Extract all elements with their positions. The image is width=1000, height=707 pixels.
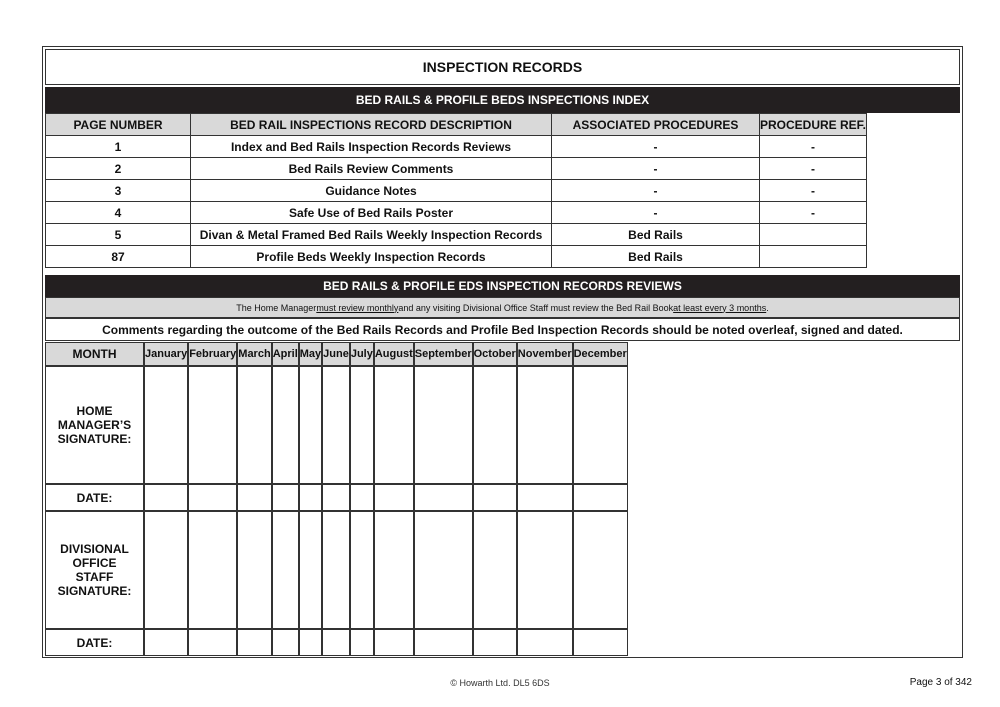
home-manager-signature-cell[interactable] bbox=[299, 366, 322, 484]
home-manager-signature-cell[interactable] bbox=[144, 366, 188, 484]
divisional-date-cell[interactable] bbox=[350, 629, 374, 656]
month-october: October bbox=[473, 342, 517, 366]
document-inner bbox=[45, 49, 960, 655]
divisional-signature-cell[interactable] bbox=[144, 511, 188, 629]
divisional-signature-cell[interactable] bbox=[272, 511, 299, 629]
home-manager-date-cell[interactable] bbox=[473, 484, 517, 511]
divisional-date-row bbox=[45, 629, 628, 656]
divisional-date-cell[interactable] bbox=[272, 629, 299, 656]
page-title: INSPECTION RECORDS bbox=[45, 49, 960, 85]
index-ref-cell: - bbox=[760, 136, 867, 158]
footer-copyright: © Howarth Ltd. DL5 6DS bbox=[450, 678, 550, 688]
month-december: December bbox=[573, 342, 628, 366]
home-manager-date-cell[interactable] bbox=[517, 484, 573, 511]
col-associated-procedures: ASSOCIATED PROCEDURES bbox=[552, 114, 760, 136]
index-row bbox=[46, 158, 867, 180]
note-text-3: . bbox=[766, 302, 769, 313]
home-manager-signature-cell[interactable] bbox=[374, 366, 414, 484]
home-manager-signature-cell[interactable] bbox=[573, 366, 628, 484]
index-ref-cell: - bbox=[760, 180, 867, 202]
home-manager-date-cell[interactable] bbox=[414, 484, 473, 511]
month-february: February bbox=[188, 342, 237, 366]
home-manager-date-row bbox=[45, 484, 628, 511]
month-june: June bbox=[322, 342, 350, 366]
note-underline-2: at least every 3 months bbox=[673, 302, 767, 313]
home-manager-date-cell[interactable] bbox=[144, 484, 188, 511]
index-procedure-cell: Bed Rails bbox=[552, 246, 760, 268]
page-number: Page 3 of 342 bbox=[909, 677, 972, 688]
index-procedure-cell: - bbox=[552, 202, 760, 224]
home-manager-date-cell[interactable] bbox=[374, 484, 414, 511]
note-text-1: The Home Manager bbox=[236, 302, 317, 313]
month-november: November bbox=[517, 342, 573, 366]
divisional-signature-cell[interactable] bbox=[517, 511, 573, 629]
index-procedure-cell: - bbox=[552, 180, 760, 202]
divisional-signature-cell[interactable] bbox=[374, 511, 414, 629]
home-manager-signature-cell[interactable] bbox=[350, 366, 374, 484]
month-may: May bbox=[299, 342, 322, 366]
divisional-signature-cell[interactable] bbox=[322, 511, 350, 629]
home-manager-signature-cell[interactable] bbox=[414, 366, 473, 484]
home-manager-date-label: DATE: bbox=[45, 484, 144, 511]
review-table bbox=[45, 342, 628, 656]
home-manager-signature-cell[interactable] bbox=[473, 366, 517, 484]
index-row bbox=[46, 202, 867, 224]
note-text-2: and any visiting Divisional Office Staff must review the Bed Rail Book bbox=[398, 302, 674, 313]
divisional-signature-cell[interactable] bbox=[188, 511, 237, 629]
index-page-cell: 3 bbox=[46, 180, 191, 202]
index-header-row bbox=[46, 114, 867, 136]
index-header: BED RAILS & PROFILE BEDS INSPECTIONS INDEX bbox=[45, 87, 960, 113]
comments-instruction: Comments regarding the outcome of the Bed Rails Records and Profile Bed Inspection Records should be noted overleaf, signed and dated. bbox=[45, 318, 960, 341]
home-manager-date-cell[interactable] bbox=[188, 484, 237, 511]
divisional-signature-cell[interactable] bbox=[414, 511, 473, 629]
month-august: August bbox=[374, 342, 414, 366]
divisional-date-cell[interactable] bbox=[322, 629, 350, 656]
home-manager-signature-row bbox=[45, 366, 628, 484]
home-manager-signature-cell[interactable] bbox=[237, 366, 271, 484]
index-ref-cell: - bbox=[760, 158, 867, 180]
index-page-cell: 5 bbox=[46, 224, 191, 246]
divisional-signature-cell[interactable] bbox=[573, 511, 628, 629]
divisional-signature-cell[interactable] bbox=[299, 511, 322, 629]
index-row bbox=[46, 246, 867, 268]
index-description-cell: Bed Rails Review Comments bbox=[191, 158, 552, 180]
month-september: September bbox=[414, 342, 473, 366]
divisional-signature-cell[interactable] bbox=[473, 511, 517, 629]
index-ref-cell: - bbox=[760, 202, 867, 224]
month-april: April bbox=[272, 342, 299, 366]
month-header-row bbox=[45, 342, 628, 366]
index-row bbox=[46, 224, 867, 246]
divisional-date-cell[interactable] bbox=[517, 629, 573, 656]
index-page-cell: 87 bbox=[46, 246, 191, 268]
index-ref-cell bbox=[760, 246, 867, 268]
home-manager-date-cell[interactable] bbox=[237, 484, 271, 511]
home-manager-date-cell[interactable] bbox=[272, 484, 299, 511]
divisional-date-cell[interactable] bbox=[414, 629, 473, 656]
home-manager-signature-label: HOME MANAGER’S SIGNATURE: bbox=[45, 366, 144, 484]
index-row bbox=[46, 136, 867, 158]
home-manager-signature-cell[interactable] bbox=[517, 366, 573, 484]
divisional-signature-row bbox=[45, 511, 628, 629]
index-description-cell: Guidance Notes bbox=[191, 180, 552, 202]
document-frame bbox=[42, 46, 963, 658]
divisional-date-cell[interactable] bbox=[473, 629, 517, 656]
index-page-cell: 1 bbox=[46, 136, 191, 158]
divisional-date-cell[interactable] bbox=[573, 629, 628, 656]
index-row bbox=[46, 180, 867, 202]
divisional-date-cell[interactable] bbox=[144, 629, 188, 656]
index-procedure-cell: - bbox=[552, 136, 760, 158]
review-note bbox=[45, 297, 960, 318]
month-january: January bbox=[144, 342, 188, 366]
divisional-date-label: DATE: bbox=[45, 629, 144, 656]
index-description-cell: Index and Bed Rails Inspection Records Reviews bbox=[191, 136, 552, 158]
index-procedure-cell: Bed Rails bbox=[552, 224, 760, 246]
divisional-date-cell[interactable] bbox=[237, 629, 271, 656]
month-july: July bbox=[350, 342, 374, 366]
home-manager-date-cell[interactable] bbox=[299, 484, 322, 511]
index-page-cell: 2 bbox=[46, 158, 191, 180]
home-manager-date-cell[interactable] bbox=[322, 484, 350, 511]
divisional-signature-cell[interactable] bbox=[350, 511, 374, 629]
reviews-header: BED RAILS & PROFILE EDS INSPECTION RECORDS REVIEWS bbox=[45, 275, 960, 297]
divisional-date-cell[interactable] bbox=[188, 629, 237, 656]
home-manager-signature-cell[interactable] bbox=[188, 366, 237, 484]
month-label: MONTH bbox=[45, 342, 144, 366]
index-description-cell: Divan & Metal Framed Bed Rails Weekly Inspection Records bbox=[191, 224, 552, 246]
index-description-cell: Profile Beds Weekly Inspection Records bbox=[191, 246, 552, 268]
index-page-cell: 4 bbox=[46, 202, 191, 224]
index-ref-cell bbox=[760, 224, 867, 246]
index-description-cell: Safe Use of Bed Rails Poster bbox=[191, 202, 552, 224]
divisional-signature-label: DIVISIONAL OFFICE STAFF SIGNATURE: bbox=[45, 511, 144, 629]
divisional-date-cell[interactable] bbox=[374, 629, 414, 656]
col-procedure-ref: PROCEDURE REF. bbox=[760, 114, 867, 136]
index-table bbox=[45, 113, 867, 268]
divisional-date-cell[interactable] bbox=[299, 629, 322, 656]
month-march: March bbox=[237, 342, 271, 366]
divisional-signature-cell[interactable] bbox=[237, 511, 271, 629]
col-description: BED RAIL INSPECTIONS RECORD DESCRIPTION bbox=[191, 114, 552, 136]
home-manager-date-cell[interactable] bbox=[573, 484, 628, 511]
col-page-number: PAGE NUMBER bbox=[46, 114, 191, 136]
note-underline-1: must review monthly bbox=[316, 302, 399, 313]
home-manager-date-cell[interactable] bbox=[350, 484, 374, 511]
home-manager-signature-cell[interactable] bbox=[272, 366, 299, 484]
index-procedure-cell: - bbox=[552, 158, 760, 180]
home-manager-signature-cell[interactable] bbox=[322, 366, 350, 484]
